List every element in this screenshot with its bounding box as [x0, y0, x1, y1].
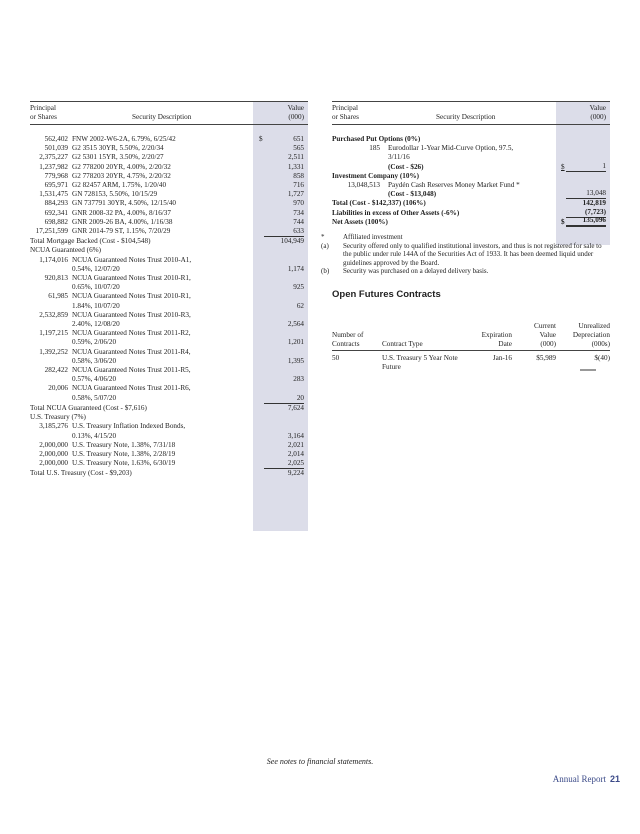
net-assets-row: Net Assets (100%) $ 135,096: [332, 215, 606, 226]
table-row: [30, 199, 308, 208]
description-cell: G2 3515 30YR, 5.50%, 2/20/34: [72, 144, 164, 153]
table-row: [30, 366, 308, 384]
value-cell: 565: [293, 144, 304, 153]
principal-cell: 2,532,859: [39, 310, 68, 319]
futures-table: Number of Contracts Contract Type Expiration Date Current Value (000) Unrealized Depreciation (000s) 50 U.S. Treasury 5 Year Note Future Jan-16 $5,989 $(40): [332, 322, 610, 372]
principal-cell: 2,000,000: [39, 440, 68, 449]
principal-cell: 779,968: [44, 171, 68, 180]
table-row: [30, 384, 308, 402]
description-cell: GN 737791 30YR, 4.50%, 12/15/40: [72, 199, 177, 208]
principal-header-1: Principal: [332, 104, 358, 112]
page-footer: [553, 774, 620, 784]
description-cell: GNR 2009-26 BA, 4.00%, 1/16/38: [72, 217, 173, 226]
table-row: [30, 172, 308, 181]
value-header-2: (000): [590, 113, 606, 121]
futures-current-value: $5,989: [536, 354, 556, 363]
description-cell: GNR 2014-79 ST, 1.15%, 7/20/29: [72, 227, 171, 236]
description-cell: NCUA Guaranteed Notes Trust 2010-R1, 0.65%, 10/07/20: [72, 274, 191, 292]
description-header: Security Description: [132, 113, 192, 121]
value-cell: 2,021: [287, 440, 304, 449]
ic-row: 13,048,513 Paydén Cash Reserves Money Market Fund * (Cost - $13,048) 13,048: [347, 181, 606, 199]
ic-heading: Investment Company (10%): [332, 171, 420, 180]
description-cell: U.S. Treasury Note, 1.38%, 7/31/18: [72, 440, 176, 449]
value-cell: 1,727: [287, 190, 304, 199]
principal-cell: 2,000,000: [39, 459, 68, 468]
value-cell: 1,201: [287, 338, 304, 347]
description-cell: G2 778203 20YR, 4.75%, 2/20/32: [72, 171, 171, 180]
principal-header-2: or Shares: [30, 113, 57, 121]
futures-type-1: U.S. Treasury 5 Year Note: [382, 354, 458, 363]
description-cell: NCUA Guaranteed Notes Trust 2010-R3, 2.40%, 12/08/20: [72, 310, 191, 329]
value-cell: 62: [296, 301, 304, 310]
value-cell: 970: [293, 199, 304, 208]
principal-cell: 2,000,000: [39, 449, 68, 458]
description-cell: G2 5301 15YR, 3.50%, 2/20/27: [72, 153, 164, 162]
principal-cell: 1,531,475: [39, 190, 68, 199]
value-header-1: Value: [287, 104, 304, 112]
value-cell: 716: [293, 181, 304, 190]
ust-rows: [30, 422, 308, 468]
right-schedule: [321, 101, 610, 387]
description-cell: NCUA Guaranteed Notes Trust 2011-R5, 0.57%, 4/06/20: [72, 366, 191, 384]
value-cell: 858: [293, 171, 304, 180]
description-cell: U.S. Treasury Note, 1.38%, 2/28/19: [72, 449, 176, 458]
footnote: (b) Security was purchased on a delayed delivery basis.: [321, 267, 489, 276]
table-row: [30, 181, 308, 190]
principal-cell: 501,039: [44, 144, 68, 153]
description-cell: FNW 2002-W6-2A, 6.79%, 6/25/42: [72, 135, 176, 143]
ncua-heading: NCUA Guaranteed (6%): [30, 246, 102, 255]
principal-cell: 282,422: [44, 366, 68, 375]
total-ust-row: Total U.S. Treasury (Cost - $9,203) 9,224: [30, 469, 304, 478]
table-row: [30, 274, 308, 292]
description-header: Security Description: [436, 113, 496, 121]
value-cell: 2,014: [287, 449, 304, 458]
description-cell: U.S. Treasury Inflation Indexed Bonds, 0.13%, 4/15/20: [72, 422, 186, 440]
futures-type-2: Future: [382, 363, 401, 372]
mbs-rows: [30, 135, 308, 236]
page-number: 21: [609, 774, 620, 784]
table-row: [30, 450, 308, 459]
total-row: Total (Cost - $142,337) (106%) 142,819: [332, 199, 606, 208]
table-row: [30, 227, 308, 236]
description-cell: GNR 2008-32 PA, 4.00%, 8/16/37: [72, 208, 171, 217]
table-row: [30, 218, 308, 227]
table-row: [30, 422, 308, 440]
principal-cell: 1,237,982: [39, 162, 68, 171]
description-cell: G2 82457 ARM, 1.75%, 1/20/40: [72, 181, 167, 190]
principal-cell: 1,197,215: [39, 329, 68, 338]
value-cell: 734: [293, 208, 304, 217]
left-table-header: [30, 101, 308, 125]
value-cell: 283: [293, 375, 304, 384]
table-row: [30, 348, 308, 366]
value-cell: 1,331: [287, 162, 304, 171]
table-row: [30, 311, 308, 329]
table-row: 562,402 FNW 2002-W6-2A, 6.79%, 6/25/42 $ 651: [30, 135, 308, 144]
value-cell: 20: [296, 393, 304, 402]
principal-cell: 61,985: [48, 292, 68, 301]
description-cell: NCUA Guaranteed Notes Trust 2011-R4, 0.58%, 3/06/20: [72, 347, 191, 365]
principal-cell: 3,185,276: [39, 422, 68, 431]
footnotes: [321, 233, 610, 276]
principal-cell: 562,402: [44, 135, 68, 143]
futures-unrealized: $(40): [594, 354, 610, 363]
value-cell: 925: [293, 283, 304, 292]
ust-heading: U.S. Treasury (7%): [30, 413, 86, 422]
table-row: [30, 256, 308, 274]
principal-cell: 1,174,016: [39, 255, 68, 264]
table-row: [30, 153, 308, 162]
description-cell: NCUA Guaranteed Notes Trust 2011-R6, 0.58%, 5/07/20: [72, 384, 191, 402]
futures-contracts: 50: [332, 354, 340, 363]
description-cell: NCUA Guaranteed Notes Trust 2010-A1, 0.54%, 12/07/20: [72, 255, 192, 273]
principal-cell: 698,882: [44, 217, 68, 226]
principal-cell: 884,293: [44, 199, 68, 208]
value-cell: 2,025: [287, 459, 304, 468]
table-row: [30, 209, 308, 218]
value-cell: 3,164: [287, 431, 304, 440]
principal-cell: 695,971: [44, 181, 68, 190]
principal-header-1: Principal: [30, 104, 56, 112]
footnote: (a) Security offered only to qualified institutional investors, and thus is not registered for sale to the public under rule 144A of the Securities Act of 1933. It has been deemed liquid under guidelines approved by the Board.: [321, 241, 602, 267]
principal-cell: 17,251,599: [35, 227, 68, 236]
table-row: [30, 459, 308, 468]
principal-cell: 1,392,252: [39, 347, 68, 356]
table-row: [30, 144, 308, 153]
principal-cell: 20,006: [48, 384, 68, 393]
table-row: [30, 190, 308, 199]
right-table-header: [332, 101, 610, 125]
principal-cell: 692,341: [44, 208, 68, 217]
value-cell: 2,564: [287, 320, 304, 329]
left-schedule: [30, 101, 308, 479]
futures-total-rule: [580, 369, 596, 371]
principal-cell: 920,813: [44, 274, 68, 283]
futures-title: Open Futures Contracts: [332, 289, 441, 300]
description-cell: NCUA Guaranteed Notes Trust 2010-R1, 1.84%, 10/07/20: [72, 292, 191, 310]
table-row: [30, 163, 308, 172]
value-header-2: (000): [288, 113, 304, 121]
value-cell: 651: [293, 135, 304, 143]
value-header-1: Value: [589, 104, 606, 112]
principal-cell: 2,375,227: [39, 153, 68, 162]
ncua-rows: [30, 256, 308, 403]
total-ncua-row: Total NCUA Guaranteed (Cost - $7,616) 7,624: [30, 403, 304, 412]
table-row: [30, 292, 308, 310]
description-cell: GN 728153, 5.50%, 10/15/29: [72, 190, 158, 199]
value-cell: 1,174: [287, 264, 304, 273]
report-name: Annual Report: [552, 774, 606, 784]
total-mbs-row: Total Mortgage Backed (Cost - $104,548) 104,949: [30, 237, 304, 246]
futures-expiration: Jan-16: [492, 354, 512, 363]
description-cell: NCUA Guaranteed Notes Trust 2011-R2, 0.59%, 2/06/20: [72, 329, 191, 347]
ppo-heading: Purchased Put Options (0%): [332, 135, 421, 143]
description-cell: U.S. Treasury Note, 1.63%, 6/30/19: [72, 459, 176, 468]
value-cell: 744: [293, 217, 304, 226]
ppo-row: 185 Eurodollar 1-Year Mid-Curve Option, 97.5, 3/11/16 (Cost - $26) $ 1: [369, 144, 606, 171]
value-cell: 2,511: [288, 153, 304, 162]
table-row: [30, 441, 308, 450]
principal-header-2: or Shares: [332, 113, 359, 121]
value-cell: 633: [293, 227, 304, 236]
footnote: * Affiliated investment: [321, 233, 403, 242]
description-cell: G2 778200 20YR, 4.00%, 2/20/32: [72, 162, 171, 171]
notes-reference: See notes to financial statements.: [266, 757, 374, 766]
table-row: [30, 329, 308, 347]
value-cell: 1,395: [287, 356, 304, 365]
liabilities-row: Liabilities in excess of Other Assets (-6%) (7,723): [332, 207, 606, 217]
